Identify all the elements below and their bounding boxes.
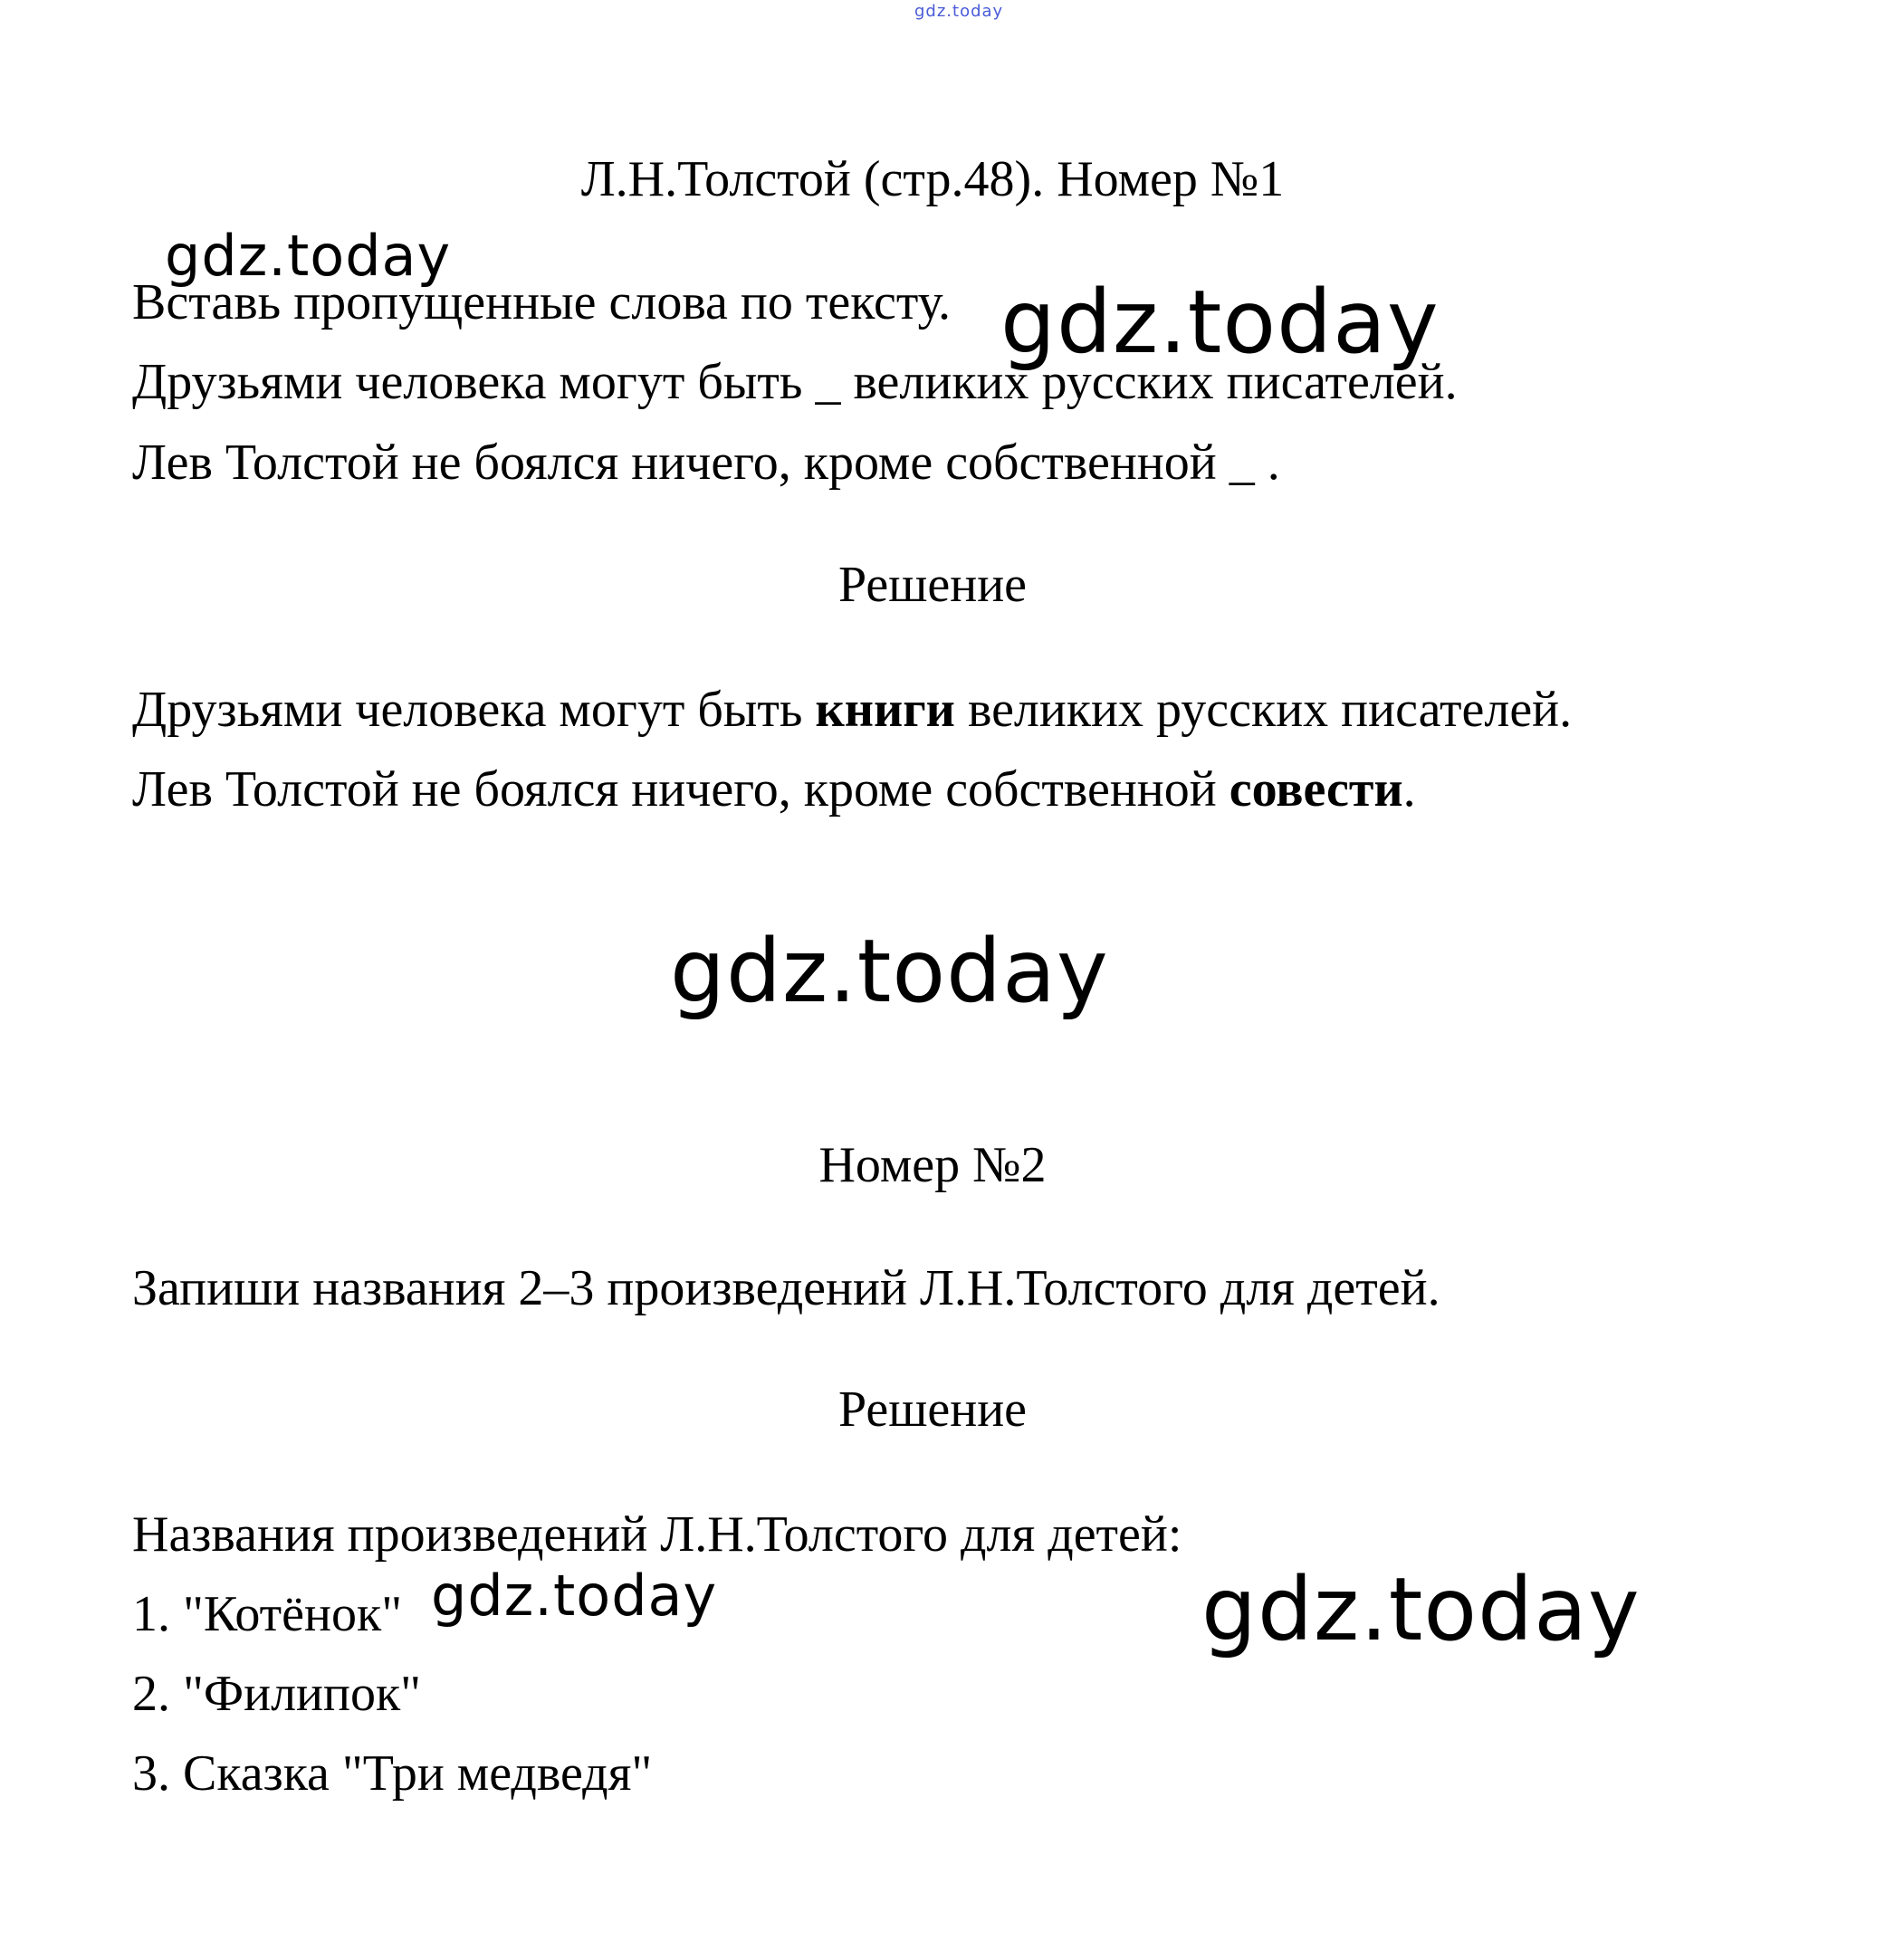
task2-answer-intro: Названия произведений Л.Н.Толстого для детей: bbox=[132, 1506, 1182, 1563]
task2-solution-heading: Решение bbox=[837, 1382, 1028, 1438]
watermark-large-3: gdz.today bbox=[1201, 1559, 1641, 1660]
task1-instruction: Вставь пропущенные слова по тексту. bbox=[132, 274, 951, 330]
task1-title: Л.Н.Толстой (стр.48). Номер №1 bbox=[580, 151, 1285, 207]
task1-answer2-bold: совести bbox=[1229, 761, 1403, 817]
watermark-small-1: gdz.today bbox=[165, 223, 452, 289]
task1-answer2 bbox=[132, 760, 1416, 818]
task2-title: Номер №2 bbox=[818, 1137, 1047, 1193]
watermark-small-2: gdz.today bbox=[431, 1563, 718, 1629]
task1-line2: Лев Толстой не боялся ничего, кроме собственной _ . bbox=[132, 435, 1280, 491]
task1-solution-heading: Решение bbox=[837, 557, 1028, 613]
task1-answer1 bbox=[132, 681, 1572, 739]
task1-answer2-before: Лев Толстой не боялся ничего, кроме собственной bbox=[132, 761, 1229, 817]
task1-answer1-after: великих русских писателей. bbox=[954, 682, 1573, 738]
task1-line1: Друзьями человека могут быть _ великих русских писателей. bbox=[132, 354, 1458, 410]
watermark-top: gdz.today bbox=[914, 2, 1004, 21]
task2-instruction: Запиши названия 2–3 произведений Л.Н.Толстого для детей. bbox=[132, 1260, 1440, 1316]
task1-answer1-bold: книги bbox=[815, 682, 955, 738]
task1-answer1-before: Друзьями человека могут быть bbox=[132, 682, 816, 738]
task2-list-item-2: 2. "Филипок" bbox=[132, 1666, 422, 1722]
task2-list-item-1: 1. "Котёнок" bbox=[132, 1586, 403, 1642]
watermark-large-1: gdz.today bbox=[1000, 272, 1440, 373]
watermark-large-2: gdz.today bbox=[670, 921, 1109, 1022]
task1-answer2-after: . bbox=[1402, 761, 1416, 817]
task2-list-item-3: 3. Сказка "Три медведя" bbox=[132, 1745, 653, 1802]
